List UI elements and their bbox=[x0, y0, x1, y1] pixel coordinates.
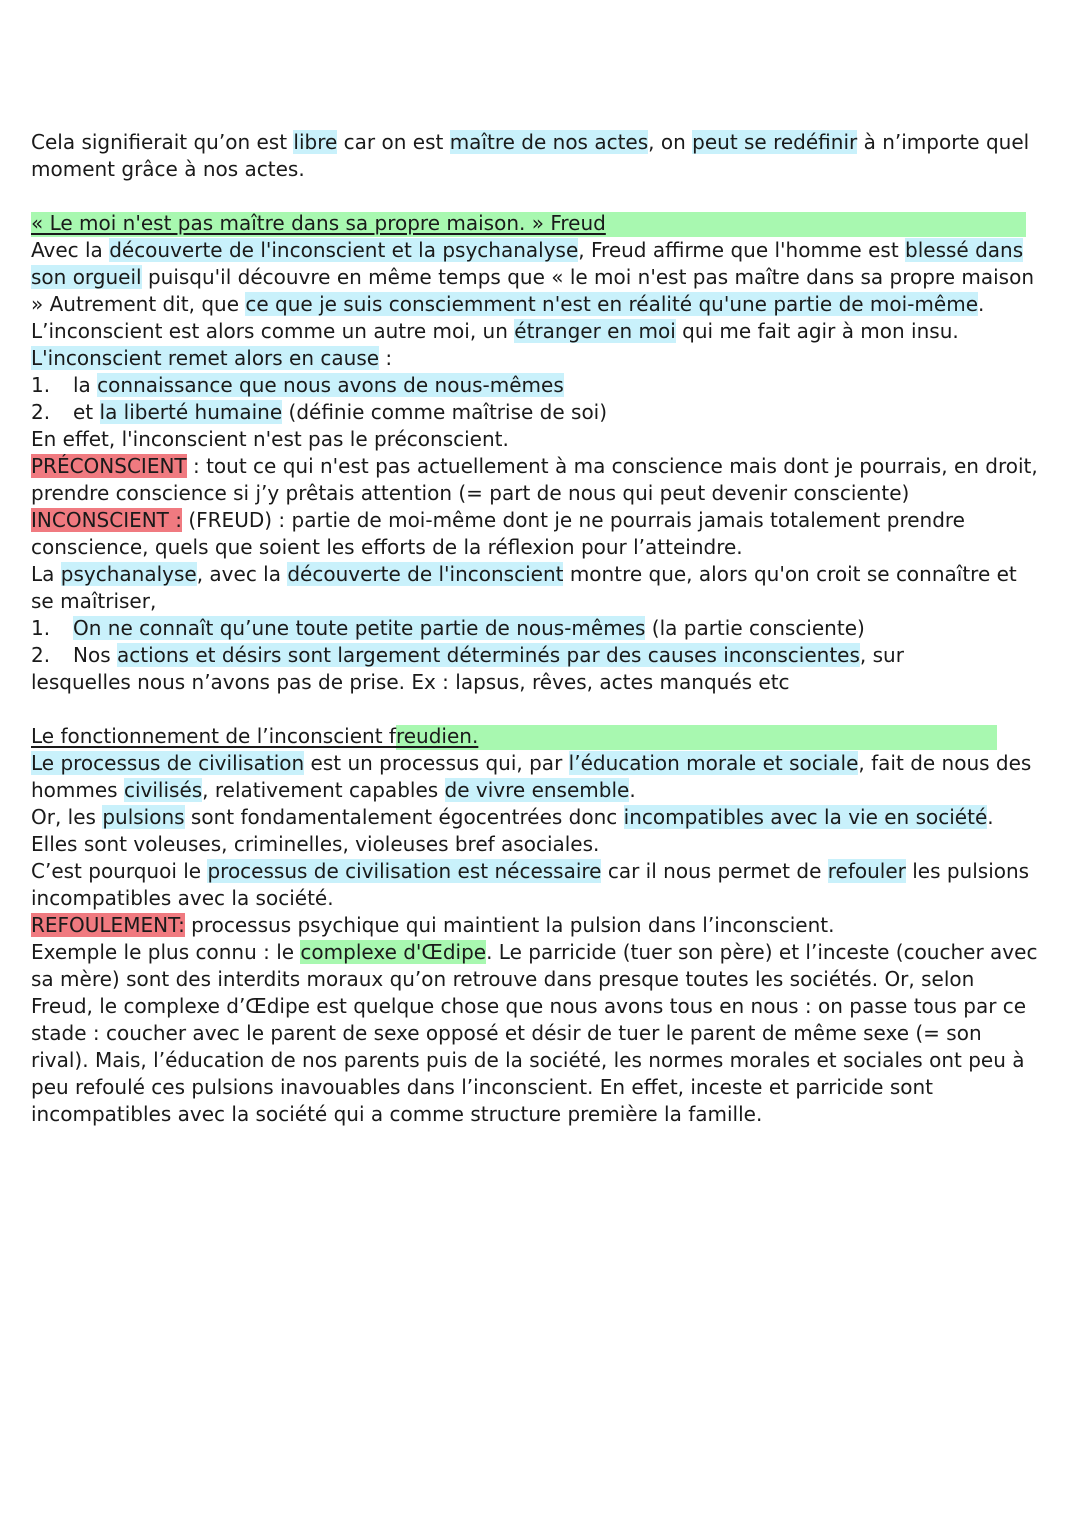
paragraph-inconscient bbox=[31, 237, 1041, 372]
highlight: peut se redéfinir bbox=[692, 130, 858, 154]
text: Avec la bbox=[31, 238, 110, 262]
highlight: complexe d'Œdipe bbox=[300, 940, 487, 964]
highlight: On ne connaît qu’une toute petite partie de nous-mêmes bbox=[73, 616, 646, 640]
list-item bbox=[31, 372, 1041, 399]
highlight: maître de nos actes bbox=[449, 130, 649, 154]
highlight: pulsions bbox=[102, 805, 185, 829]
highlight: de vivre ensemble bbox=[444, 778, 630, 802]
highlight: psychanalyse bbox=[60, 562, 197, 586]
paragraph-civilisation bbox=[31, 750, 1041, 804]
paragraph-pulsions bbox=[31, 804, 1041, 858]
list-number: 1. bbox=[31, 373, 51, 397]
text: , sur bbox=[859, 643, 904, 667]
text: (la partie consciente) bbox=[645, 616, 865, 640]
paragraph-psychanalyse bbox=[31, 561, 1041, 615]
text: . Le parricide (tuer son père) et l’inceste (coucher avec sa mère) sont des interdits moraux qu’on retrouve dans presque toutes les sociétés. Or, selon Freud, le complexe d’Œdipe est quelque chose que nous avons tous en nous : on passe tous par ce stade : coucher avec le parent de sexe opposé et désir de tuer le parent de même sexe (= son rival). Mais, l’éducation de nos parents puis de la société, les normes morales et sociales ont peu à peu refoulé ces pulsions inavouables dans l’inconscient. En effet, inceste et parricide sont incompatibles avec la société qui a comme structure première la famille. bbox=[31, 940, 1038, 1126]
text: car on est bbox=[337, 130, 450, 154]
paragraph-libre bbox=[31, 129, 1041, 183]
text: , avec la bbox=[196, 562, 288, 586]
numbered-list-remise-en-cause bbox=[31, 372, 1041, 426]
highlight: découverte de l'inconscient et la psychanalyse bbox=[109, 238, 579, 262]
text: car il nous permet de bbox=[601, 859, 828, 883]
highlight: blessé dans son orgueil bbox=[31, 238, 1024, 289]
paragraph-refouler bbox=[31, 858, 1041, 912]
heading-text: Le fonctionnement de l’inconscient freudien. bbox=[31, 724, 479, 748]
definition-preconscient bbox=[31, 453, 1041, 507]
document-body bbox=[31, 129, 1041, 1128]
text: est un processus qui, par bbox=[304, 751, 569, 775]
paragraph-lapsus: lesquelles nous n’avons pas de prise. Ex : lapsus, rêves, actes manqués etc bbox=[31, 670, 790, 694]
text: La bbox=[31, 562, 61, 586]
text: : bbox=[379, 346, 393, 370]
text: . bbox=[629, 778, 636, 802]
text: Nos bbox=[73, 643, 117, 667]
text: C’est pourquoi le bbox=[31, 859, 208, 883]
definition-inconscient bbox=[31, 507, 1041, 561]
text: Cela signifierait qu’on est bbox=[31, 130, 294, 154]
text: puisqu'il découvre en même temps que « le moi n'est pas maître dans sa propre maison » Autrement dit, que bbox=[31, 265, 1035, 316]
text: (définie comme maîtrise de soi) bbox=[282, 400, 608, 424]
text: . Elles sont voleuses, criminelles, violeuses bref asociales. bbox=[31, 805, 994, 856]
highlight: civilisés bbox=[123, 778, 203, 802]
list-number: 2. bbox=[31, 400, 51, 424]
highlight: L'inconscient remet alors en cause bbox=[31, 346, 380, 370]
text: les pulsions incompatibles avec la société. bbox=[31, 859, 1030, 910]
text: montre que, alors qu'on croit se connaître et se maîtriser, bbox=[31, 562, 1017, 613]
text: la bbox=[73, 373, 98, 397]
spacer bbox=[31, 183, 1041, 210]
text: à n’importe quel moment grâce à nos actes. bbox=[31, 130, 1030, 181]
highlight: incompatibles avec la vie en société bbox=[623, 805, 988, 829]
highlight: refouler bbox=[827, 859, 906, 883]
spacer bbox=[31, 696, 1041, 723]
highlight: la liberté humaine bbox=[99, 400, 283, 424]
highlight: étranger en moi bbox=[514, 319, 676, 343]
list-number: 2. bbox=[31, 643, 51, 667]
highlight: processus de civilisation est nécessaire bbox=[207, 859, 602, 883]
text: , Freud affirme que l'homme est bbox=[578, 238, 906, 262]
numbered-list-connaissance bbox=[31, 615, 1041, 669]
list-item bbox=[31, 642, 1041, 669]
text: . L’inconscient est alors comme un autre moi, un bbox=[31, 292, 985, 343]
text: , fait de nous des hommes bbox=[31, 751, 1032, 802]
text: sont fondamentalement égocentrées donc bbox=[184, 805, 624, 829]
definition-text: processus psychique qui maintient la pulsion dans l’inconscient. bbox=[184, 913, 835, 937]
highlight: Le processus de civilisation bbox=[31, 751, 305, 775]
list-number: 1. bbox=[31, 616, 51, 640]
text: , relativement capables bbox=[202, 778, 445, 802]
definition-term: REFOULEMENT: bbox=[31, 913, 185, 937]
text: qui me fait agir à mon insu. bbox=[675, 319, 959, 343]
text: Exemple le plus connu : le bbox=[31, 940, 301, 964]
section-heading-fonctionnement bbox=[31, 723, 1041, 750]
list-item bbox=[31, 399, 1041, 426]
definition-term: INCONSCIENT : bbox=[31, 508, 182, 532]
paragraph-oedipe bbox=[31, 939, 1041, 1128]
text: et bbox=[73, 400, 100, 424]
highlight: connaissance que nous avons de nous-mêmes bbox=[97, 373, 564, 397]
text: Or, les bbox=[31, 805, 103, 829]
definition-refoulement bbox=[31, 912, 1041, 939]
highlight: ce que je suis consciemment n'est en réalité qu'une partie de moi-même bbox=[245, 292, 978, 316]
definition-text: (FREUD) : partie de moi-même dont je ne pourrais jamais totalement prendre conscience, quels que soient les efforts de la réflexion pour l’atteindre. bbox=[31, 508, 965, 559]
highlight: actions et désirs sont largement déterminés par des causes inconscientes bbox=[116, 643, 860, 667]
highlight: découverte de l'inconscient bbox=[287, 562, 564, 586]
heading-text: « Le moi n'est pas maître dans sa propre maison. » Freud bbox=[31, 211, 606, 235]
section-heading-freud-quote bbox=[31, 210, 1041, 237]
highlight: libre bbox=[293, 130, 338, 154]
text: , on bbox=[648, 130, 693, 154]
list-item bbox=[31, 615, 1041, 642]
highlight: l’éducation morale et sociale bbox=[568, 751, 859, 775]
definition-term: PRÉCONSCIENT bbox=[31, 454, 187, 478]
heading-highlight-band bbox=[396, 725, 997, 750]
definition-text: : tout ce qui n'est pas actuellement à ma conscience mais dont je pourrais, en droit, prendre conscience si j’y prêtais attention (= part de nous qui peut devenir consciente) bbox=[31, 454, 1038, 505]
paragraph-preconscient-intro: En effet, l'inconscient n'est pas le préconscient. bbox=[31, 427, 509, 451]
